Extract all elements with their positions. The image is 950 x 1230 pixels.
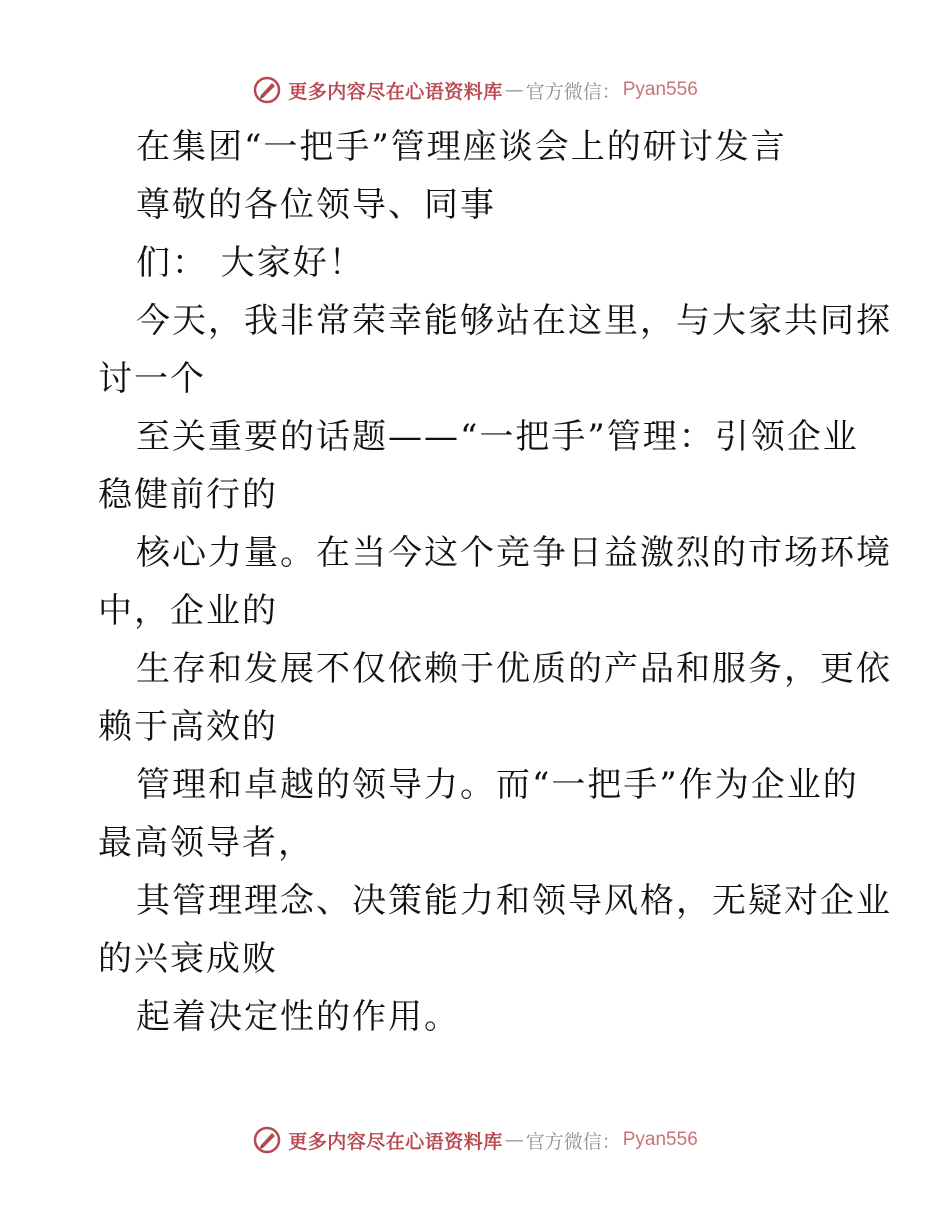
text-line: 尊敬的各位领导、同事	[136, 185, 496, 225]
text-line: 们： 大家好！	[136, 243, 365, 283]
text-line: 讨一个	[98, 359, 206, 399]
text-line: 至关重要的话题——“一把手”管理：引领企业	[136, 417, 859, 457]
watermark-dash: —	[504, 1129, 524, 1151]
watermark-official-label: 官方微信：	[525, 1130, 621, 1153]
watermark-brand: 更多内容尽在心语资料库	[288, 1130, 503, 1153]
text-line: 生存和发展不仅依赖于优质的产品和服务，更依	[136, 649, 892, 689]
watermark-wechat-id: Pyan556	[622, 79, 698, 100]
text-line: 在集团“一把手”管理座谈会上的研讨发言	[136, 127, 787, 167]
text-line: 管理和卓越的领导力。而“一把手”作为企业的	[136, 765, 859, 805]
header-watermark	[0, 70, 950, 110]
logo-icon	[252, 75, 282, 105]
text-line: 最高领导者，	[98, 823, 314, 863]
document-body	[98, 118, 892, 1046]
text-line: 起着决定性的作用。	[136, 997, 460, 1037]
text-line: 赖于高效的	[98, 707, 278, 747]
watermark-dash: —	[504, 79, 524, 101]
watermark-wechat-id: Pyan556	[622, 1129, 698, 1150]
text-line: 核心力量。在当今这个竞争日益激烈的市场环境	[136, 533, 892, 573]
text-line: 稳健前行的	[98, 475, 278, 515]
text-line: 其管理理念、决策能力和领导风格，无疑对企业	[136, 881, 892, 921]
text-line: 今天，我非常荣幸能够站在这里，与大家共同探	[136, 301, 892, 341]
footer-watermark	[0, 1120, 950, 1160]
text-line: 中，企业的	[98, 591, 278, 631]
watermark-brand: 更多内容尽在心语资料库	[288, 80, 503, 103]
text-line: 的兴衰成败	[98, 939, 278, 979]
watermark-official-label: 官方微信：	[525, 80, 621, 103]
logo-icon	[252, 1125, 282, 1155]
